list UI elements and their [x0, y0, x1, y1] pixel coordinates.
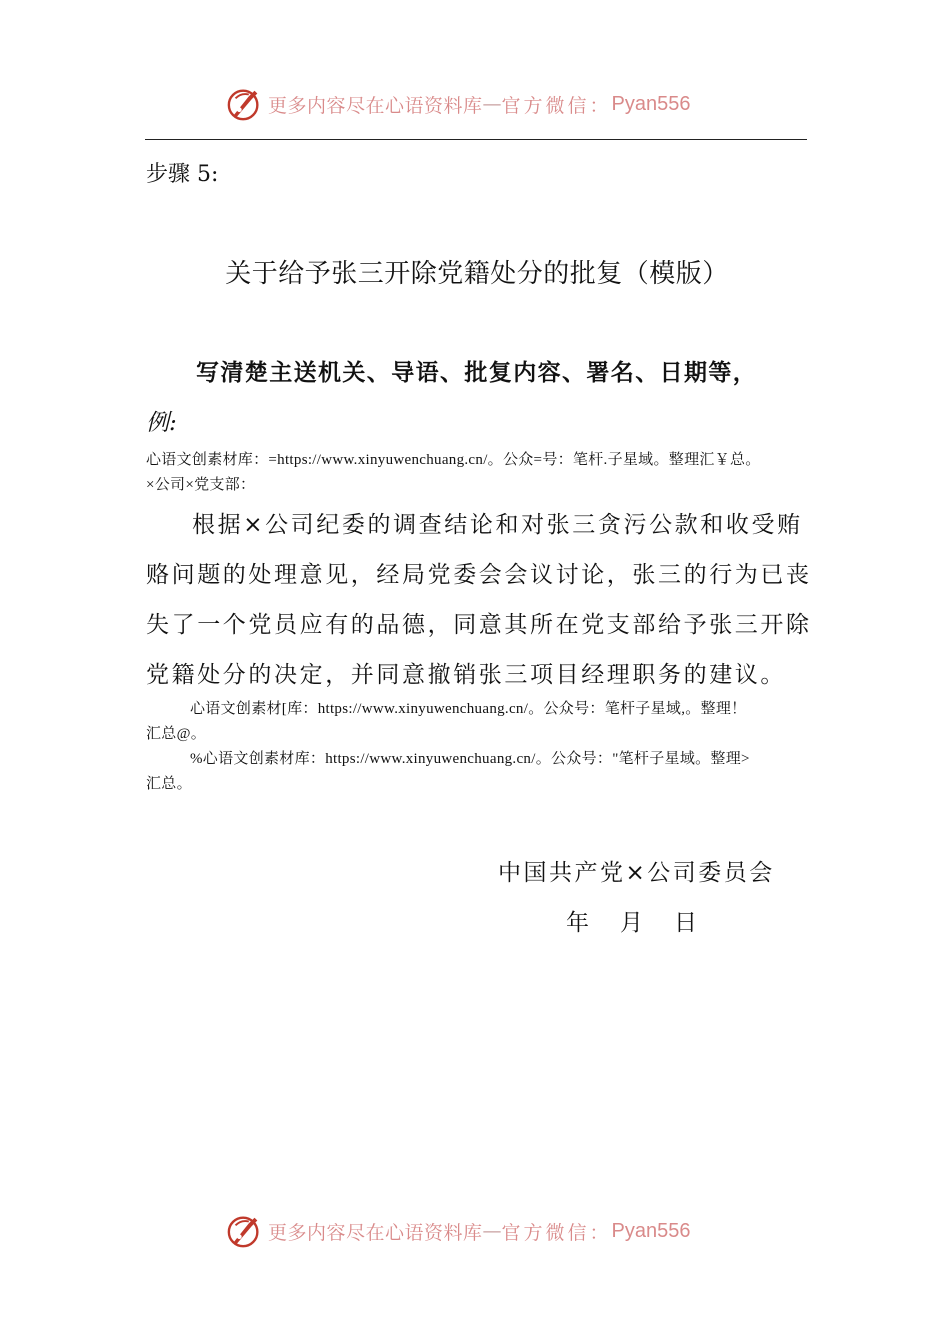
header-divider: [145, 139, 807, 140]
body-paragraph-line: 赂问题的处理意见，经局党委会会议讨论，张三的行为已丧: [146, 562, 812, 588]
signature-date: 年 月 日: [566, 910, 701, 936]
watermark-line: 汇总@。: [146, 726, 207, 742]
banner-wechat-label: 官方微信：: [501, 94, 612, 117]
banner-wechat-id: Pyan556: [611, 1219, 691, 1242]
watermark-line: 心语文创素材库：=https://www.xinyuwenchuang.cn/。公众=号：笔杆.子星域。整理汇￥总。: [146, 452, 761, 468]
step-label: 步骤 5:: [146, 162, 219, 187]
watermark-line: %心语文创素材库：https://www.xinyuwenchuang.cn/。公众号："笔杆子星域。整理>: [190, 751, 750, 767]
body-paragraph-line: 党籍处分的决定，并同意撤销张三项目经理职务的建议。: [146, 662, 786, 688]
banner-wechat-id: Pyan556: [611, 92, 691, 115]
body-paragraph-line: 失了一个党员应有的品德，同意其所在党支部给予张三开除: [146, 612, 812, 638]
watermark-line: 心语文创素材[库：https://www.xinyuwenchuang.cn/。公众号：笔杆子星域,。整理！: [190, 701, 747, 717]
footer-banner: [226, 1211, 691, 1251]
addressee: ×公司×党支部：: [146, 477, 256, 493]
instruction-text: 写清楚主送机关、导语、批复内容、署名、日期等，: [196, 359, 758, 386]
watermark-line: 汇总。: [146, 776, 192, 792]
document-title: 关于给予张三开除党籍处分的批复（模版）: [225, 259, 729, 289]
example-label: 例:: [146, 410, 177, 436]
body-paragraph-line: 根据×公司纪委的调查结论和对张三贪污公款和收受贿: [192, 512, 803, 538]
banner-separator: —: [482, 1220, 502, 1242]
banner-text: 更多内容尽在心语资料库: [268, 94, 483, 117]
banner-wechat-label: 官方微信：: [501, 1221, 612, 1244]
banner-separator: —: [482, 93, 502, 115]
pen-nib-circle-logo-icon: [226, 85, 264, 123]
header-banner: [226, 84, 691, 124]
pen-nib-circle-logo-icon: [226, 1212, 264, 1250]
banner-text: 更多内容尽在心语资料库: [268, 1221, 483, 1244]
signature-organization: 中国共产党×公司委员会: [498, 860, 775, 886]
